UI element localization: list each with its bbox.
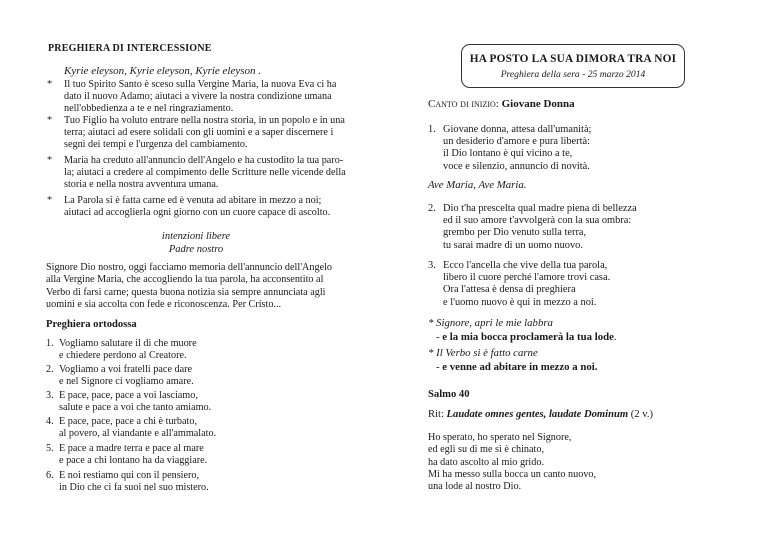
- orthodox-stanza: 4. E pace, pace, pace a chi è turbato, al povero, al viandante e all'ammalato.: [46, 416, 217, 440]
- intercession-item: * Maria ha creduto all'annuncio dell'Angelo e ha custodito la tua paro- la; aiutaci a credere al compimento delle Scritture nelle vicende della storia e nella nostra avventura umana.: [47, 155, 346, 190]
- psalm-title: Salmo 40: [428, 389, 470, 400]
- intercession-item: * Tuo Figlio ha voluto entrare nella nostra storia, in un popolo e in una terra; aiutaci ad esere solidali con gli uomini e a saper discernere i segni dei tempi e l'urgenza del cambiamento.: [47, 115, 345, 150]
- song-refrain: Ave Maria, Ave Maria.: [428, 179, 527, 191]
- song-verse: 2. Dio t'ha prescelta qual madre piena di bellezza ed il suo amore t'avvolgerà con la sua ombra: grembo per Dio venuto sulla terra, tu sarai madre di un uomo nuovo.: [428, 203, 637, 251]
- psalm-refrain: Rit: Laudate omnes gentes, laudate Dominum (2 v.): [428, 409, 654, 420]
- versicle: * Signore, apri le mie labbra - e la mia bocca proclamerà la tua lode.: [428, 317, 617, 343]
- opening-song-label: Canto di inizio:: [428, 98, 502, 110]
- orthodox-stanza: 2. Vogliamo a voi fratelli pace dare e nel Signore ci vogliamo amare.: [46, 364, 194, 388]
- opening-song-title: Giovane Donna: [501, 98, 575, 110]
- page-subtitle: Preghiera della sera - 25 marzo 2014: [500, 69, 646, 80]
- orthodox-prayer-title: Preghiera ortodossa: [46, 319, 137, 330]
- closing-prayer: Signore Dio nostro, oggi facciamo memoria dell'annuncio dell'Angelo alla Vergine Maria, che accogliendo la tua parola, ha acconsentito al Verbo di farsi carne; questa buona notizia sia sempre annunciata agli uomini e sia accolta con fede e riconoscenza. Per Cristo...: [46, 262, 333, 311]
- orthodox-stanza: 3. E pace, pace, pace a voi lasciamo, salute e pace a voi che tanto amiamo.: [46, 390, 212, 414]
- intercession-item: * La Parola si è fatta carne ed è venuta ad abitare in mezzo a noi; aiutaci ad accoglierla ogni giorno con un cuore capace di ascolto.: [47, 195, 331, 218]
- versicle: * Il Verbo si è fatto carne - e venne ad abitare in mezzo a noi.: [428, 347, 598, 373]
- kyrie-line: Kyrie eleyson, Kyrie eleyson, Kyrie eleyson .: [64, 65, 262, 77]
- intercession-heading: PREGHIERA DI INTERCESSIONE: [48, 43, 212, 54]
- orthodox-stanza: 6. E noi restiamo qui con il pensiero, in Dio che ci fa suoi nel suo mistero.: [46, 470, 209, 494]
- page-title: HA POSTO LA SUA DIMORA TRA NOI: [469, 53, 677, 65]
- song-verse: 3. Ecco l'ancella che vive della tua parola, libero il cuore perché l'amore trovi casa. Ora l'attesa è densa di preghiera e l'uomo nuovo è qui in mezzo a noi.: [428, 260, 611, 308]
- orthodox-stanza: 1. Vogliamo salutare il dì che muore e chiedere perdono al Creatore.: [46, 338, 197, 362]
- orthodox-stanza: 5. E pace a madre terra e pace al mare e pace a chi lontano ha da viaggiare.: [46, 443, 208, 467]
- song-verse: 1. Giovane donna, attesa dall'umanità; un desiderio d'amore e pura libertà: il Dio lontano è qui vicino a te, voce e silenzio, annuncio di novità.: [428, 124, 592, 172]
- intercession-item: * Il tuo Spirito Santo è sceso sulla Vergine Maria, la nuova Eva ci ha dato il nuovo Adamo; aiutaci a vivere la nostra condizione umana nell'obbedienza a te e nel ringraziamento.: [47, 79, 337, 114]
- psalm-text: Ho sperato, ho sperato nel Signore, ed egli su di me si è chinato, ha dato ascolto al mio grido. Mi ha messo sulla bocca un canto nuovo, una lode al nostro Dio.: [428, 432, 597, 493]
- opening-song: [428, 98, 575, 110]
- title-box: [461, 44, 685, 88]
- free-intentions: intenzioni libere Padre nostro: [161, 231, 231, 255]
